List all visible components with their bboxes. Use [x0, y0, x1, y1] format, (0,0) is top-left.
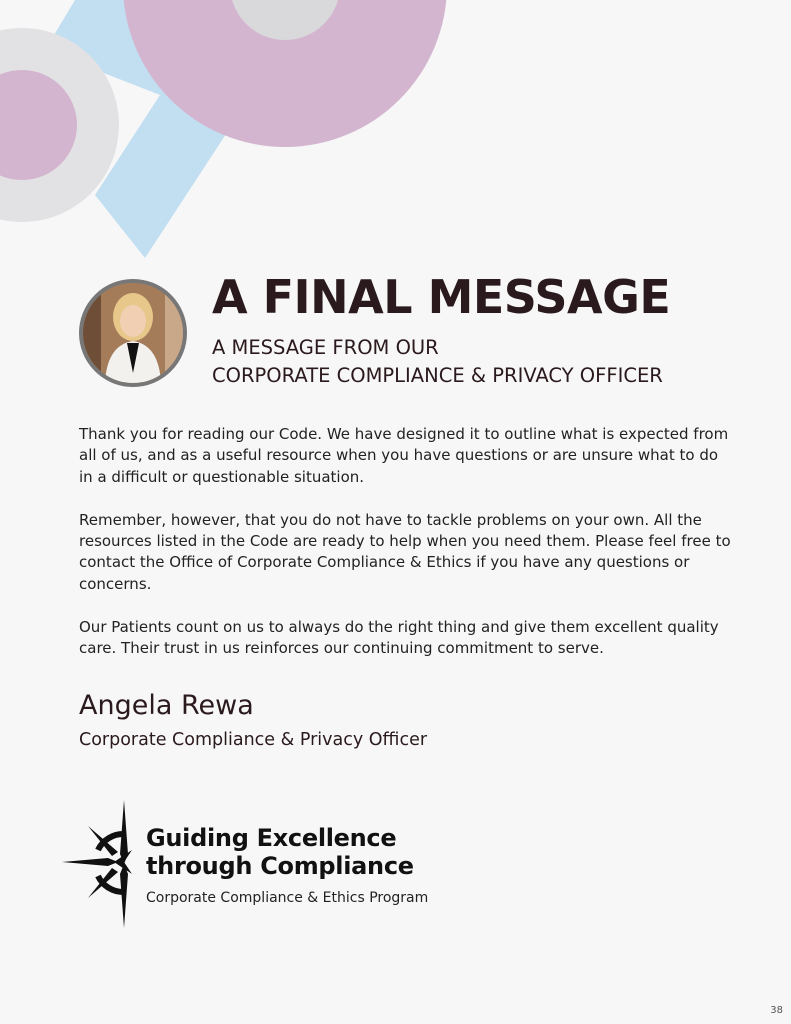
- signature-role: Corporate Compliance & Privacy Officer: [79, 730, 428, 750]
- logo-subtitle: Corporate Compliance & Ethics Program: [146, 890, 429, 906]
- compass-logo-icon: [62, 800, 138, 928]
- message-body: [79, 424, 734, 682]
- person-icon: [83, 283, 183, 383]
- officer-photo: [79, 279, 187, 387]
- paragraph-1: Thank you for reading our Code. We have designed it to outline what is expected from all of us, and as a useful resource when you have questions or are unsure what to do in a difficult or questionable situation.: [79, 425, 729, 486]
- signature-name: Angela Rewa: [79, 690, 254, 721]
- decorative-shapes: [0, 0, 460, 270]
- subtitle-line-1: A MESSAGE FROM OUR: [212, 336, 439, 359]
- paragraph-2: Remember, however, that you do not have to tackle problems on your own. All the resources listed in the Code are ready to help when you need them. Please feel free to contact the Office of Corporate Compliance & Ethics if you have any questions or concerns.: [79, 510, 731, 593]
- page-subtitle: [212, 334, 663, 390]
- page-title: A FINAL MESSAGE: [212, 270, 671, 324]
- paragraph-3: Our Patients count on us to always do the right thing and give them excellent quality care. Their trust in us reinforces our continuing commitment to serve.: [79, 618, 719, 658]
- subtitle-line-2: CORPORATE COMPLIANCE & PRIVACY OFFICER: [212, 364, 663, 387]
- logo-line-2: through Compliance: [146, 852, 414, 880]
- page-number: 38: [770, 1005, 783, 1016]
- logo-line-1: Guiding Excellence: [146, 824, 397, 852]
